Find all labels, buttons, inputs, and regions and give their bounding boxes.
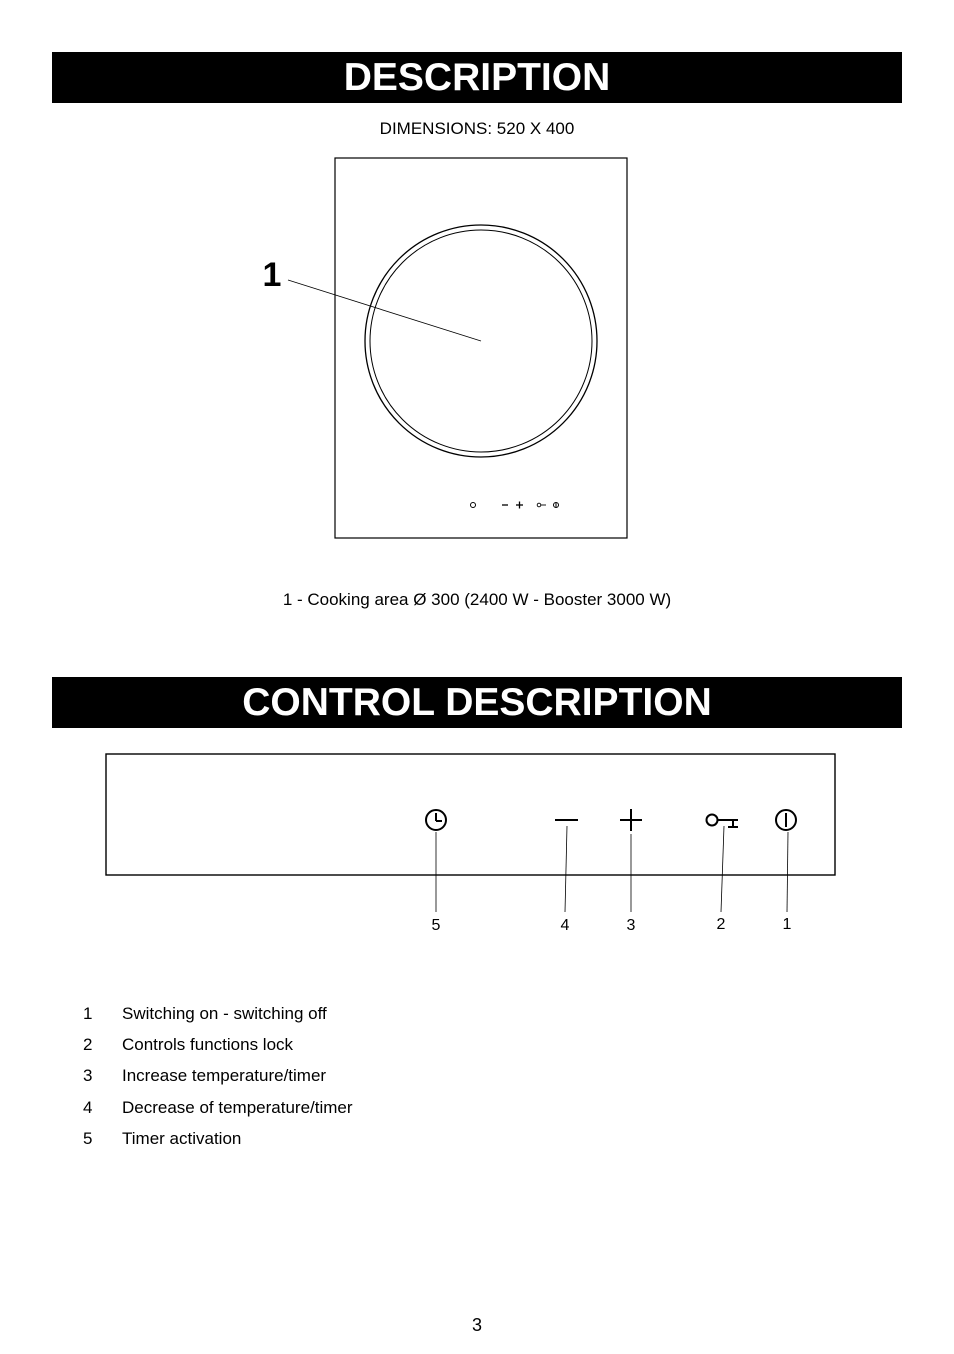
callout-plus: 3 [626,917,636,934]
hob-outline [335,158,627,538]
control-panel-diagram [106,754,835,934]
power-leader-line [787,832,788,912]
minus-leader-line [565,826,567,912]
hob-mini-controls [471,502,559,509]
dimensions-label: DIMENSIONS: 520 X 400 [379,119,575,138]
key-leader-line [721,826,724,912]
list-item-text: Controls functions lock [122,1035,294,1054]
cooking-area-caption: 1 - Cooking area Ø 300 (2400 W - Booster 3000 W) [282,590,672,609]
list-item-text: Switching on - switching off [122,1004,327,1023]
list-item-text: Increase temperature/timer [122,1066,327,1085]
list-item-number: 1 [83,1004,93,1023]
mini-key-icon [537,503,541,507]
hob-diagram [263,158,627,538]
list-item-number: 3 [83,1066,93,1085]
control-panel-outline [106,754,835,875]
plus-icon [620,809,642,831]
callout-timer: 5 [431,917,441,934]
list-item-number: 5 [83,1129,93,1148]
mini-timer-icon [471,503,476,508]
list-item-number: 2 [83,1035,93,1054]
cooking-zone-callout: 1 [262,256,282,294]
power-icon [776,810,796,830]
timer-icon [426,810,446,830]
description-heading: DESCRIPTION [52,52,902,103]
callout-key: 2 [716,916,726,933]
callout-minus: 4 [560,917,570,934]
list-item-text: Decrease of temperature/timer [122,1098,353,1117]
cooking-zone-leader-line [288,280,481,341]
page-number: 3 [471,1315,482,1335]
list-item-text: Timer activation [122,1129,242,1148]
key-lock-icon [707,815,739,828]
control-description-heading: CONTROL DESCRIPTION [52,677,902,728]
list-item-number: 4 [83,1098,93,1117]
callout-power: 1 [782,916,792,933]
